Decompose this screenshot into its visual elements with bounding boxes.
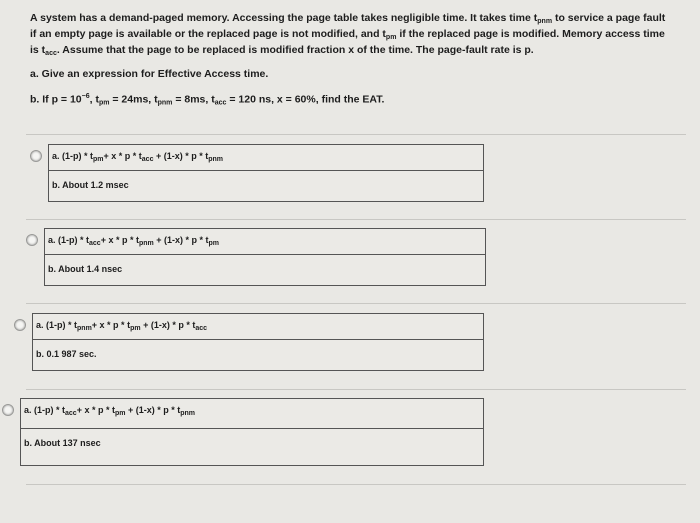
answer-box-1 bbox=[48, 144, 484, 202]
answer-option-3[interactable] bbox=[14, 313, 484, 371]
option-4-part-a: a. $(1-p) * t_{acc}+ x * p * t_{pm} + (1-x) * p * t_{pnm}$ bbox=[21, 399, 483, 429]
option-2-part-a: a. $(1-p) * t_{acc}+ x * p * t_{pnm} + (1-x) * p * t_{pm}$ bbox=[45, 229, 485, 255]
option-1-part-a: a. $(1-p) * t_{pm}+ x * p * t_{acc} + (1-x) * p * t_{pnm}$ bbox=[49, 145, 483, 171]
radio-button-4[interactable] bbox=[2, 404, 14, 416]
question-part-b: b. If $p = 10^{-6}$, $t_{pm} = 24ms$, $t_{pnm} = 8ms$, $t_{acc} = 120$ ns, x = 60%, find the EAT. bbox=[30, 93, 385, 107]
answer-box-3 bbox=[32, 313, 484, 371]
divider bbox=[26, 389, 686, 390]
option-4-part-b: b. About 137 nsec bbox=[24, 438, 101, 448]
divider bbox=[26, 484, 686, 485]
question-line-1: A system has a demand-paged memory. Accessing the page table takes negligible time. It takes time $t_{pnm}$ to service a page fault bbox=[30, 12, 666, 25]
question-text bbox=[30, 12, 680, 110]
option-1-part-b: b. About 1.2 msec bbox=[52, 180, 129, 190]
question-line-2: if an empty page is available or the replaced page is not modified, and $t_{pm}$ if the replaced page is modified. Memory access time bbox=[30, 28, 665, 41]
option-3-part-a: a. $(1-p) * t_{pnm}+ x * p * t_{pm} + (1-x) * p * t_{acc}$ bbox=[33, 314, 483, 340]
radio-button-3[interactable] bbox=[14, 319, 26, 331]
divider bbox=[26, 303, 686, 304]
radio-button-2[interactable] bbox=[26, 234, 38, 246]
answer-option-4[interactable] bbox=[2, 398, 484, 466]
question-line-3: is $t_{acc}$. Assume that the page to be replaced is modified fraction x of the time. The page-fault rate is p. bbox=[30, 44, 534, 57]
divider bbox=[26, 219, 686, 220]
question-part-a: a. Give an expression for Effective Access time. bbox=[30, 68, 269, 80]
answer-option-2[interactable] bbox=[26, 228, 486, 286]
option-3-part-b: b. 0.1 987 sec. bbox=[36, 349, 97, 359]
option-2-part-b: b. About 1.4 nsec bbox=[48, 264, 123, 274]
answer-box-2 bbox=[44, 228, 486, 286]
answer-box-4 bbox=[20, 398, 484, 466]
radio-button-1[interactable] bbox=[30, 150, 42, 162]
divider bbox=[26, 134, 686, 135]
answer-option-1[interactable] bbox=[30, 144, 484, 202]
